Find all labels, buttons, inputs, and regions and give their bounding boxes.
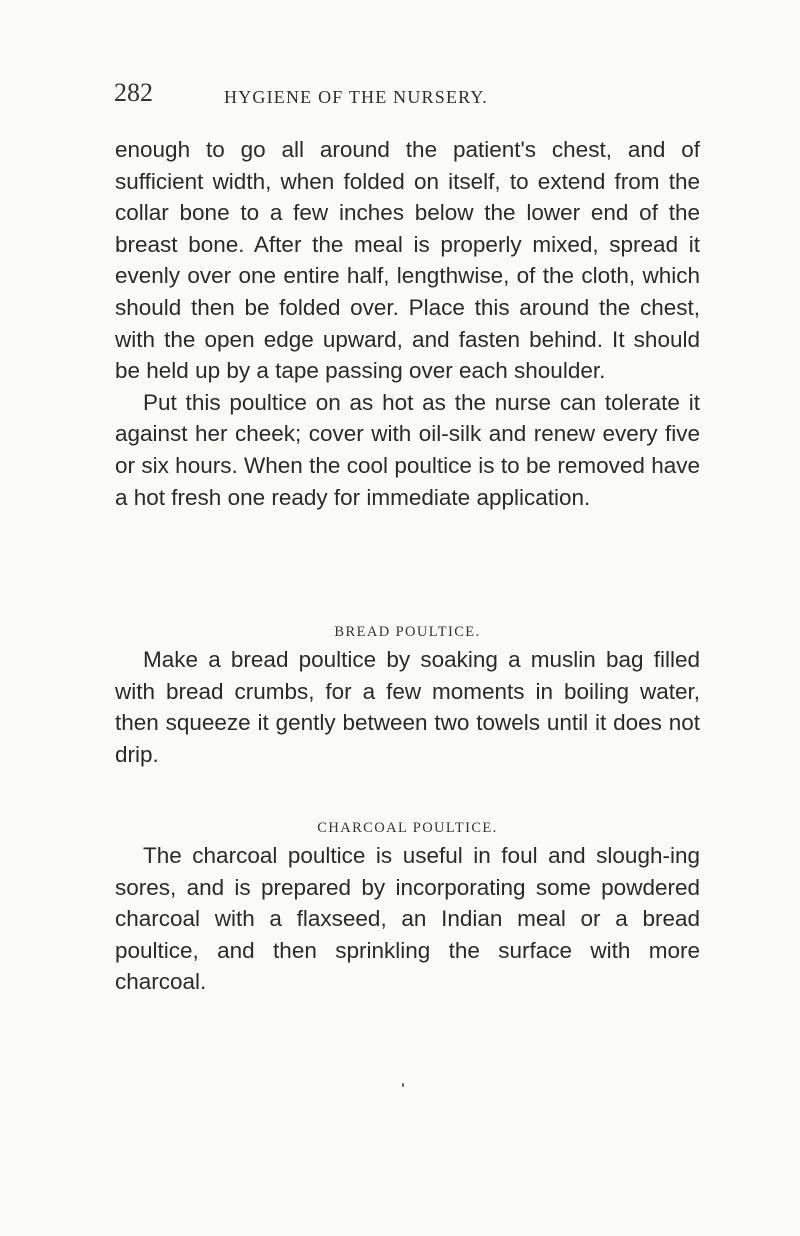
charcoal-poultice-paragraph: The charcoal poultice is useful in foul and slough-ing sores, and is prepared by incorporating some powdered charcoal with a flaxseed, an Indian meal or a bread poultice, and then sprinkling the surface with more charcoal.	[115, 843, 700, 995]
intro-paragraph-1: enough to go all around the patient's chest, and of sufficient width, when folded on itself, to extend from the collar bone to a few inches below the lower end of the breast bone. After the meal is properly mixed, spread it evenly over one entire half, lengthwise, of the cloth, which should then be folded over. Place this around the chest, with the open edge upward, and fasten behind. It should be held up by a tape passing over each shoulder.	[115, 137, 700, 384]
running-head	[114, 78, 700, 118]
running-title: HYGIENE OF THE NURSERY.	[224, 87, 488, 107]
bread-poultice-heading: BREAD POULTICE.	[334, 624, 481, 640]
bread-poultice-section	[115, 644, 700, 770]
bread-poultice-paragraph: Make a bread poultice by soaking a muslin bag filled with bread crumbs, for a few moments in boiling water, then squeeze it gently between two towels until it does not drip.	[115, 647, 700, 767]
charcoal-poultice-section	[115, 840, 700, 998]
page-number: 282	[114, 78, 153, 107]
intro-section	[115, 134, 700, 513]
intro-paragraph-2: Put this poultice on as hot as the nurse can tolerate it against her cheek; cover with oil-silk and renew every five or six hours. When the cool poultice is to be removed have a hot fresh one ready for immediate application.	[115, 389, 700, 510]
paper-speck	[402, 1083, 404, 1087]
charcoal-poultice-heading: CHARCOAL POULTICE.	[317, 820, 498, 836]
